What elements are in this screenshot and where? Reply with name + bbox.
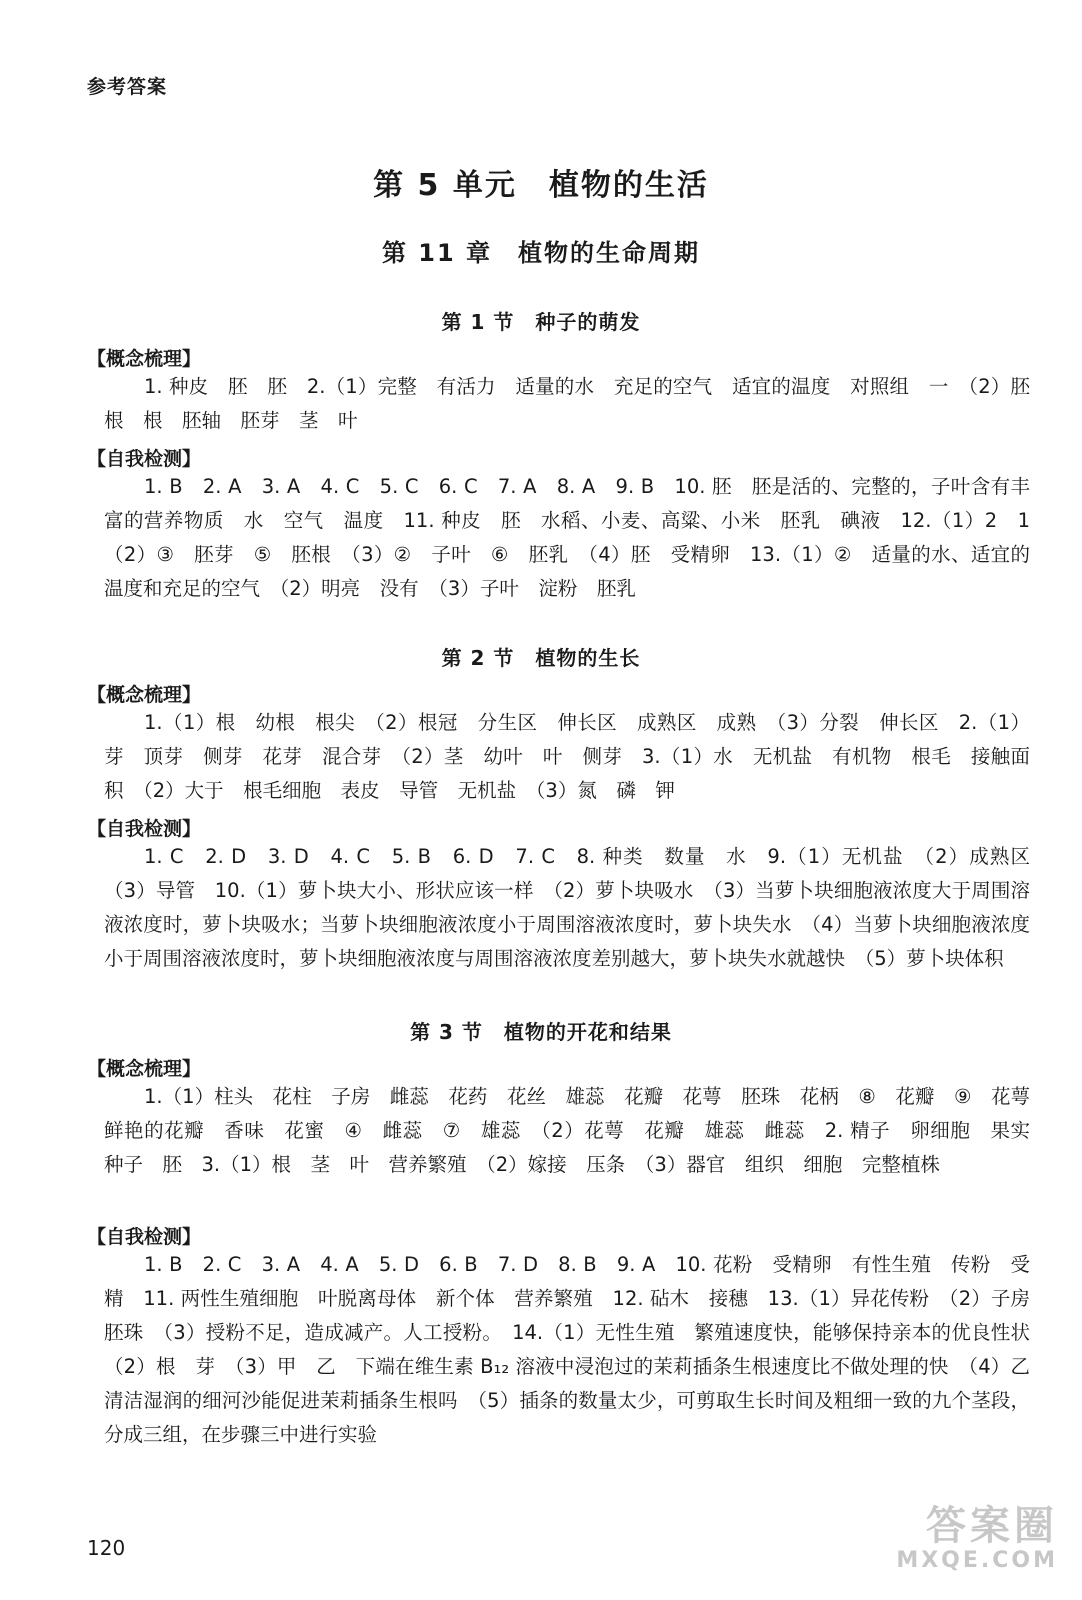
- section-title-1: 第 1 节 种子的萌发: [441, 310, 641, 334]
- concept-text-2: 1.（1）根 幼根 根尖 （2）根冠 分生区 伸长区 成熟区 成熟 （3）分裂 伸长区 2.（1）芽 顶芽 侧芽 花芽 混合芽 （2）茎 幼叶 叶 侧芽 3.（1）水 无机盐 有机物 根毛 接触面积 （2）大于 根毛细胞 表皮 导管 无机盐 （3）氮 磷 钾: [104, 711, 1030, 802]
- page-number: 120: [87, 1536, 126, 1560]
- check-text-2: 1. C 2. D 3. D 4. C 5. B 6. D 7. C 8. 种类 数量 水 9.（1）无机盐 （2）成熟区 （3）导管 10.（1）萝卜块大小、形状应该一样 （2）萝卜块吸水 （3）当萝卜块细胞液浓度大于周围溶液浓度时，萝卜块吸水；当萝卜块细胞液浓度小于周围溶液浓度时，萝卜块失水 （4）当萝卜块细胞液浓度小于周围溶液浓度时，萝卜块细胞液浓度与周围溶液浓度差别越大，萝卜块失水就越快 （5）萝卜块体积: [104, 845, 1050, 970]
- check-label-3: 【自我检测】: [87, 1226, 202, 1248]
- concept-text-3: 1.（1）柱头 花柱 子房 雌蕊 花药 花丝 雄蕊 花瓣 花萼 胚珠 花柄 ⑧ 花瓣 ⑨ 花萼 鲜艳的花瓣 香味 花蜜 ④ 雌蕊 ⑦ 雄蕊 （2）花萼 花瓣 雄蕊 雌蕊 2. 精子 卵细胞 果实 种子 胚 3.（1）根 茎 叶 营养繁殖 （2）嫁接 压条 （3）器官 组织 细胞 完整植株: [104, 1085, 1050, 1176]
- section-title-2: 第 2 节 植物的生长: [441, 646, 641, 670]
- watermark-bottom-text: MXQE.COM: [896, 1548, 1058, 1573]
- check-text-3: 1. B 2. C 3. A 4. A 5. D 6. B 7. D 8. B 9. A 10. 花粉 受精卵 有性生殖 传粉 受精 11. 两性生殖细胞 叶脱离母体 新个体 营养繁殖 12. 砧木 接穗 13.（1）异花传粉 （2）子房 胚珠 （3）授粉不足，造成减产。人工授粉。 14.（1）无性生殖 繁殖速度快，能够保持亲本的优良性状 （2）根 芽 （3）甲 乙 下端在维生素 B₁₂ 溶液中浸泡过的茉莉插条生根速度比不做处理的快 （4）乙 清洁湿润的细河沙能促进茉莉插条生根吗 （5）插条的数量太少，可剪取生长时间及粗细一致的九个茎段，分成三组，在步骤三中进行实验: [104, 1253, 1050, 1446]
- watermark-top-text: 答案圈: [926, 1503, 1058, 1549]
- header-label: 参考答案: [87, 76, 168, 98]
- chapter-title: 第 11 章 植物的生命周期: [381, 239, 701, 267]
- check-text-1: 1. B 2. A 3. A 4. C 5. C 6. C 7. A 8. A 9. B 10. 胚 胚是活的、完整的，子叶含有丰富的营养物质 水 空气 温度 11. 种皮 胚 水稻、小麦、高粱、小米 胚乳 碘液 12.（1）2 1 （2）③ 胚芽 ⑤ 胚根 （3）② 子叶 ⑥ 胚乳 （4）胚 受精卵 13.（1）② 适量的水、适宜的温度和充足的空气 （2）明亮 没有 （3）子叶 淀粉 胚乳: [104, 475, 1050, 600]
- unit-title: 第 5 单元 植物的生活: [373, 168, 709, 203]
- watermark-logo: [846, 1504, 1058, 1586]
- concept-label-3: 【概念梳理】: [87, 1058, 202, 1080]
- concept-label-2: 【概念梳理】: [87, 684, 202, 706]
- concept-text-1: 1. 种皮 胚 胚 2.（1）完整 有活力 适量的水 充足的空气 适宜的温度 对照组 一 （2）胚根 根 胚轴 胚芽 茎 叶: [104, 375, 1030, 432]
- check-label-2: 【自我检测】: [87, 818, 202, 840]
- check-label-1: 【自我检测】: [87, 448, 202, 470]
- concept-label-1: 【概念梳理】: [87, 348, 202, 370]
- section-title-3: 第 3 节 植物的开花和结果: [410, 1020, 672, 1044]
